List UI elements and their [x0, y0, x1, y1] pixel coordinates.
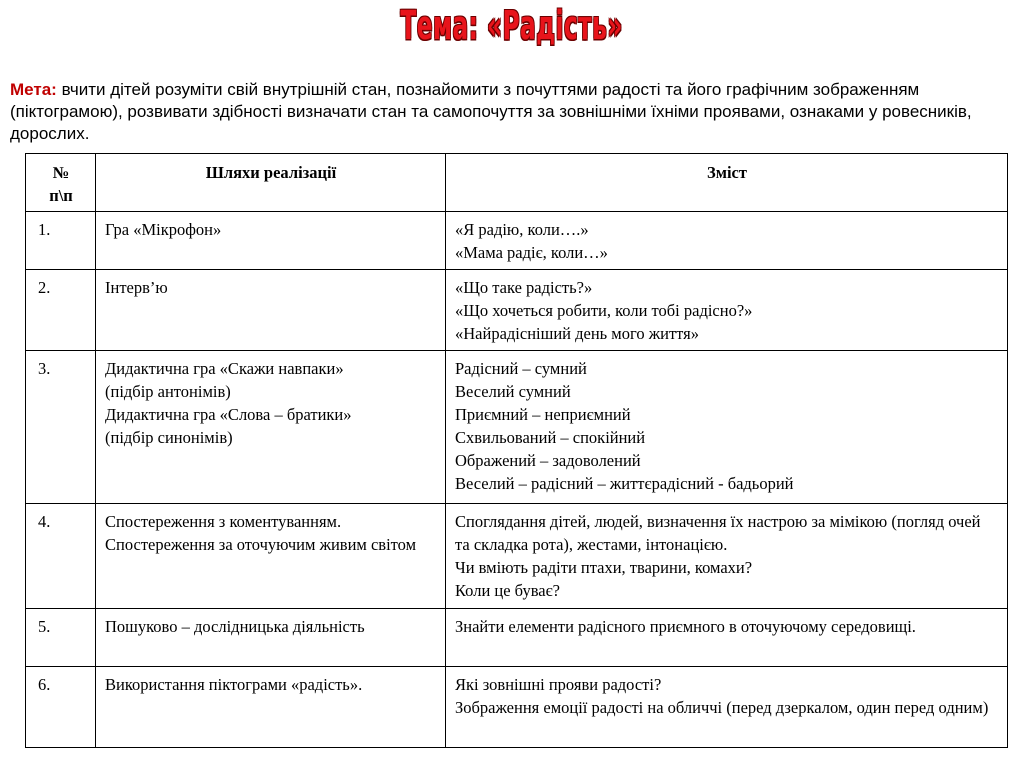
content-line: Зображення емоції радості на обличчі (перед дзеркалом, один перед одним) — [455, 698, 989, 717]
row-content — [446, 270, 1008, 351]
row-number: 1. — [26, 212, 96, 270]
ways-line: Використання піктограми «радість». — [105, 675, 363, 694]
ways-line: Спостереження з коментуванням. — [105, 512, 342, 531]
row-number: 6. — [26, 667, 96, 748]
row-ways — [96, 609, 446, 667]
content-line: «Мама радіє, коли…» — [455, 243, 608, 262]
ways-line: Гра «Мікрофон» — [105, 220, 222, 239]
content-line: Схвильований – спокійний — [455, 428, 646, 447]
row-number: 4. — [26, 504, 96, 609]
activities-table — [25, 153, 1008, 748]
content-line: «Я радію, коли….» — [455, 220, 589, 239]
row-number: 2. — [26, 270, 96, 351]
content-line: Радісний – сумний — [455, 359, 587, 378]
row-ways — [96, 351, 446, 504]
table-row — [26, 270, 1008, 351]
table-row — [26, 609, 1008, 667]
ways-line: (підбір антонімів) — [105, 382, 231, 401]
header-number — [26, 154, 96, 212]
content-line: Веселий – радісний – життєрадісний - бадьорий — [455, 474, 794, 493]
row-number: 3. — [26, 351, 96, 504]
content-line: «Що хочеться робити, коли тобі радісно?» — [455, 301, 753, 320]
goal-paragraph — [10, 79, 1015, 145]
header-number-line: № — [52, 163, 70, 182]
header-content: Зміст — [446, 154, 1008, 212]
table-row — [26, 667, 1008, 748]
content-line: «Найрадісніший день мого життя» — [455, 324, 699, 343]
row-content — [446, 609, 1008, 667]
ways-line: Дидактична гра «Скажи навпаки» — [105, 359, 344, 378]
content-line: Приємний – неприємний — [455, 405, 631, 424]
content-line: Знайти елементи радісного приємного в оточуючому середовищі. — [455, 617, 916, 636]
content-line: Веселий сумний — [455, 382, 571, 401]
ways-line: Пошуково – дослідницька діяльність — [105, 617, 365, 636]
row-content — [446, 351, 1008, 504]
goal-label: Мета: — [10, 80, 57, 99]
ways-line: (підбір синонімів) — [105, 428, 233, 447]
content-line: Коли це буває? — [455, 581, 561, 600]
row-ways — [96, 270, 446, 351]
content-line: Ображений – задоволений — [455, 451, 641, 470]
row-ways — [96, 212, 446, 270]
row-ways — [96, 667, 446, 748]
table-row — [26, 504, 1008, 609]
title-container — [0, 2, 1024, 52]
row-content — [446, 667, 1008, 748]
row-content — [446, 212, 1008, 270]
row-ways — [96, 504, 446, 609]
header-number-line: п\п — [49, 186, 73, 205]
ways-line: Інтерв’ю — [105, 278, 168, 297]
content-line: Споглядання дітей, людей, визначення їх настрою за мімікою (погляд очей та складка рота), жестами, інтонацією. — [455, 512, 981, 554]
row-content — [446, 504, 1008, 609]
table-row — [26, 351, 1008, 504]
content-line: «Що таке радість?» — [455, 278, 593, 297]
ways-line: Дидактична гра «Слова – братики» — [105, 405, 352, 424]
table-row — [26, 212, 1008, 270]
table-header-row — [26, 154, 1008, 212]
header-ways: Шляхи реалізації — [96, 154, 446, 212]
ways-line: Спостереження за оточуючим живим світом — [105, 535, 417, 554]
content-line: Чи вміють радіти птахи, тварини, комахи? — [455, 558, 753, 577]
content-line: Які зовнішні прояви радості? — [455, 675, 662, 694]
row-number: 5. — [26, 609, 96, 667]
goal-text: вчити дітей розуміти свій внутрішній стан, познайомити з почуттями радості та його графічним зображенням (піктограмою), розвивати здібності визначати стан та самопочуття за зовнішніми їхніми проявами, ознаками у ровесників, дорослих. — [10, 80, 972, 143]
page-title: Тема: «Радість» — [400, 2, 624, 50]
